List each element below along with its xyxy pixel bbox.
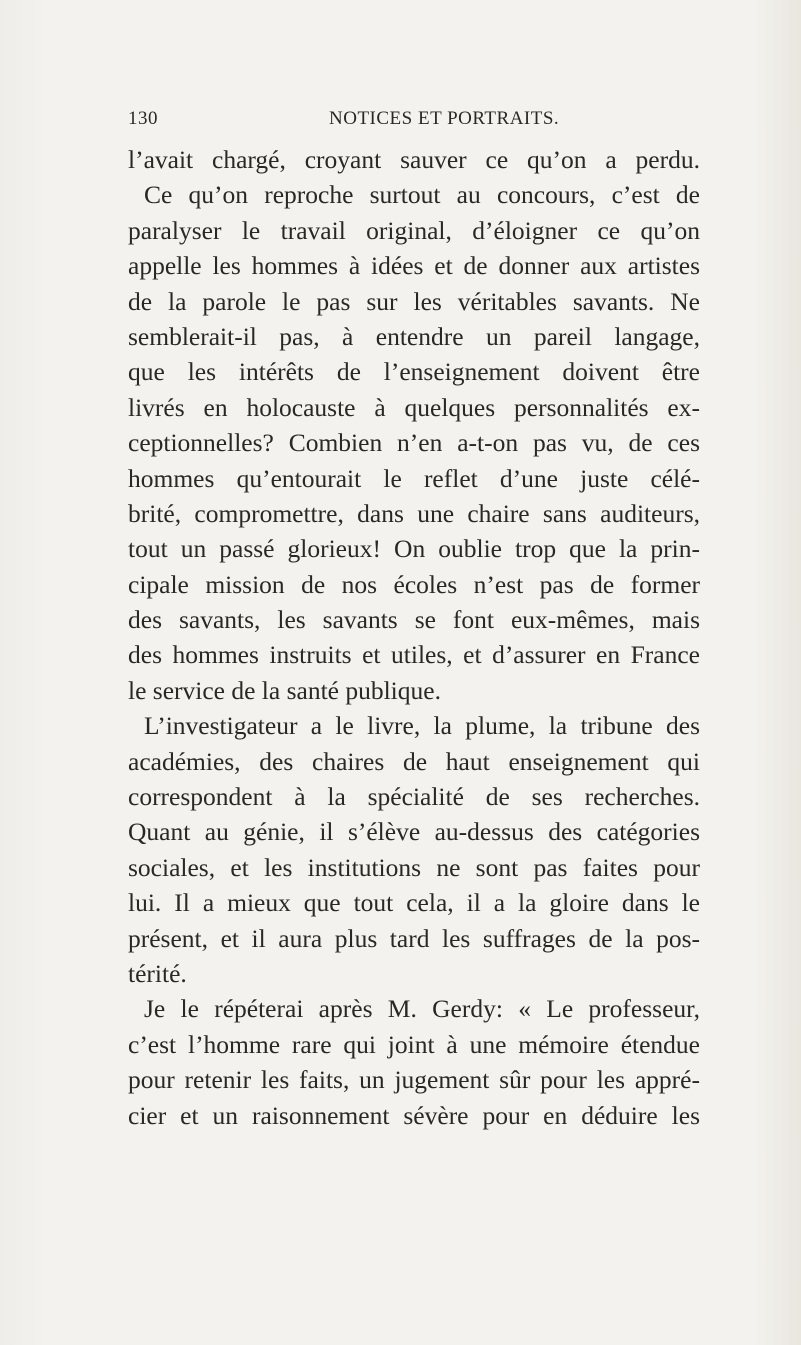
- text-line: pour retenir les faits, un jugement sûr pour les appré-: [128, 1065, 700, 1095]
- text-line: térité.: [128, 958, 187, 988]
- page-header: [128, 108, 700, 138]
- text-line: correspondent à la spécialité de ses recherches.: [128, 782, 700, 812]
- text-line: appelle les hommes à idées et de donner aux artistes: [128, 251, 700, 281]
- text-line: semblerait-il pas, à entendre un pareil langage,: [128, 321, 700, 351]
- text-line: le service de la santé publique.: [128, 675, 441, 705]
- running-head: NOTICES ET PORTRAITS.: [329, 108, 560, 129]
- text-line: des savants, les savants se font eux-mêmes, mais: [128, 605, 700, 635]
- text-line: de la parole le pas sur les véritables savants. Ne: [128, 286, 700, 316]
- text-line: l’avait chargé, croyant sauver ce qu’on a perdu.: [128, 145, 700, 174]
- text-line: L’investigateur a le livre, la plume, la tribune des: [144, 711, 700, 741]
- text-line: paralyser le travail original, d’éloigner ce qu’on: [128, 215, 700, 245]
- text-line: que les intérêts de l’enseignement doivent être: [128, 357, 700, 387]
- text-line: sociales, et les institutions ne sont pas faites pour: [128, 852, 700, 882]
- text-line: cipale mission de nos écoles n’est pas de former: [128, 569, 700, 599]
- text-line: Quant au génie, il s’élève au-dessus des catégories: [128, 817, 700, 847]
- text-line: livrés en holocauste à quelques personnalités ex-: [128, 392, 700, 422]
- page-number: 130: [128, 108, 158, 129]
- text-line: lui. Il a mieux que tout cela, il a la gloire dans le: [128, 888, 700, 918]
- text-line: académies, des chaires de haut enseignement qui: [128, 746, 700, 776]
- text-line: des hommes instruits et utiles, et d’assurer en France: [128, 640, 700, 670]
- text-line: ceptionnelles? Combien n’en a-t-on pas vu, de ces: [128, 428, 700, 458]
- text-line: hommes qu’entourait le reflet d’une juste célé-: [128, 463, 700, 493]
- text-line: cier et un raisonnement sévère pour en déduire les: [128, 1100, 700, 1130]
- body-text: [128, 142, 700, 1133]
- text-line: présent, et il aura plus tard les suffrages de la pos-: [128, 923, 700, 953]
- text-line: Ce qu’on reproche surtout au concours, c’est de: [144, 180, 700, 210]
- text-line: Je le répéterai après M. Gerdy: « Le professeur,: [144, 994, 700, 1024]
- text-line: brité, compromettre, dans une chaire sans auditeurs,: [128, 498, 700, 528]
- text-line: tout un passé glorieux! On oublie trop que la prin-: [128, 534, 700, 564]
- text-line: c’est l’homme rare qui joint à une mémoire étendue: [128, 1029, 700, 1059]
